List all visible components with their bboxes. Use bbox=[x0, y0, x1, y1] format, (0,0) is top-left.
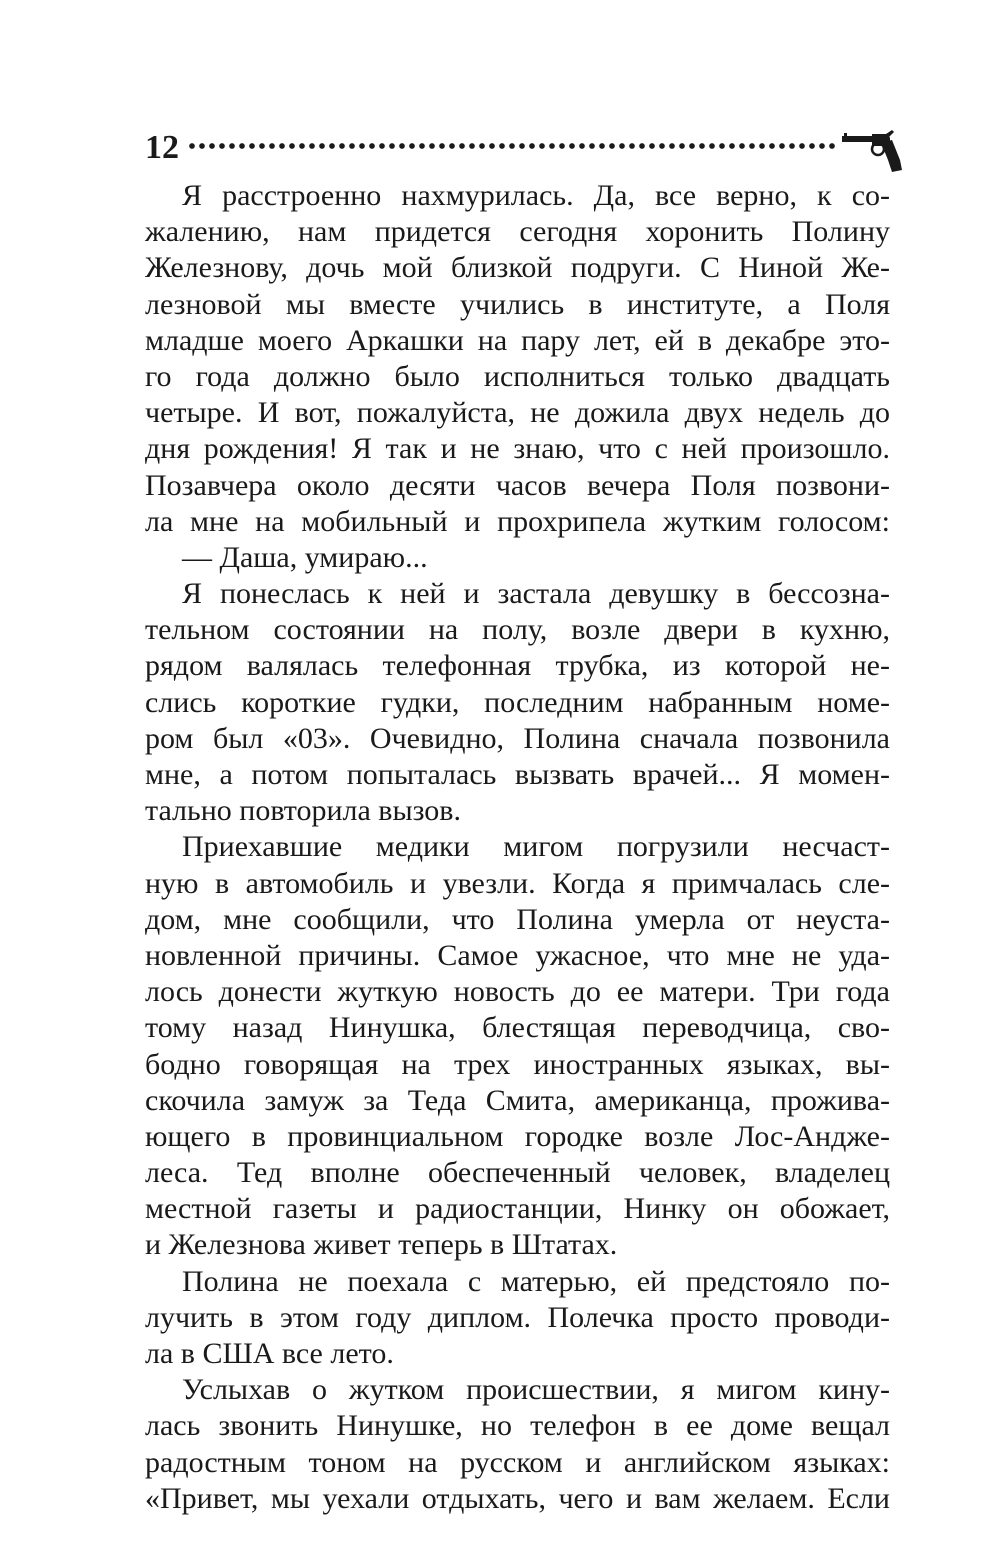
text-line: новленной причины. Самое ужасное, что мне не уда- bbox=[145, 938, 890, 972]
text-line: Я понеслась к ней и застала девушку в бессозна- bbox=[182, 577, 890, 611]
text-line: младше моего Аркашки на пару лет, ей в декабре это- bbox=[145, 323, 890, 357]
text-line: ла мне на мобильный и прохрипела жутким голосом: bbox=[145, 504, 890, 538]
dotted-rule bbox=[187, 142, 835, 150]
text-line: — Даша, умираю... bbox=[182, 540, 428, 574]
text-line: бодно говорящая на трех иностранных языках, вы- bbox=[145, 1047, 890, 1081]
text-line: Приехавшие медики мигом погрузили несчаст- bbox=[182, 830, 890, 864]
page-header bbox=[145, 126, 905, 176]
text-line: мне, а потом попыталась вызвать врачей... Я момен- bbox=[145, 758, 890, 791]
text-line: Я расстроенно нахмурилась. Да, все верно, к со- bbox=[182, 179, 890, 212]
text-line: скочила замуж за Теда Смита, американца, прожива- bbox=[145, 1083, 890, 1117]
text-line: «Привет, мы уехали отдыхать, чего и вам желаем. Если bbox=[145, 1481, 890, 1515]
text-line: ла в США все лето. bbox=[145, 1337, 394, 1370]
text-line: го года должно было исполниться только двадцать bbox=[145, 359, 890, 393]
text-line: дня рождения! Я так и не знаю, что с ней произошло. bbox=[145, 432, 890, 466]
text-line: леса. Тед вполне обеспеченный человек, владелец bbox=[145, 1156, 890, 1190]
text-line: Услыхав о жутком происшествии, я мигом кину- bbox=[182, 1373, 890, 1407]
text-line: ющего в провинциальном городке возле Лос-Андже- bbox=[145, 1119, 890, 1153]
text-line: четыре. И вот, пожалуйста, не дожила двух недель до bbox=[145, 396, 890, 430]
text-line: ром был «03». Очевидно, Полина сначала позвонила bbox=[145, 721, 890, 755]
text-line: лучить в этом году диплом. Полечка просто проводи- bbox=[145, 1300, 890, 1334]
text-line: дом, мне сообщили, что Полина умерла от неуста- bbox=[145, 902, 890, 936]
text-line: тому назад Нинушка, блестящая переводчица, сво- bbox=[145, 1011, 890, 1045]
text-line: радостным тоном на русском и английском языках: bbox=[145, 1445, 890, 1479]
text-line: жалению, нам придется сегодня хоронить Полину bbox=[145, 215, 890, 249]
text-line: лась звонить Нинушке, но телефон в ее доме вещал bbox=[145, 1409, 890, 1443]
text-line: лезновой мы вместе учились в институте, а Поля bbox=[145, 287, 890, 321]
text-line: слись короткие гудки, последним набранным номе- bbox=[145, 685, 890, 719]
text-line: тально повторила вызов. bbox=[145, 794, 461, 828]
text-line: и Железнова живет теперь в Штатах. bbox=[145, 1228, 618, 1262]
page-number: 12 bbox=[145, 129, 179, 166]
text-line: ную в автомобиль и увезли. Когда я примчалась сле- bbox=[145, 866, 890, 900]
text-line: Железнову, дочь мой близкой подруги. С Ниной Же- bbox=[145, 251, 890, 285]
text-line: лось донести жуткую новость до ее матери. Три года bbox=[145, 975, 890, 1009]
text-line: местной газеты и радиостанции, Нинку он обожает, bbox=[145, 1192, 890, 1226]
body-text bbox=[145, 178, 890, 1517]
revolver-icon bbox=[842, 130, 904, 172]
text-line: тельном состоянии на полу, возле двери в кухню, bbox=[145, 613, 890, 647]
text-line: Полина не поехала с матерью, ей предстояло по- bbox=[182, 1264, 890, 1298]
text-line: Позавчера около десяти часов вечера Поля позвони- bbox=[145, 468, 890, 502]
text-line: рядом валялась телефонная трубка, из которой не- bbox=[145, 649, 890, 683]
